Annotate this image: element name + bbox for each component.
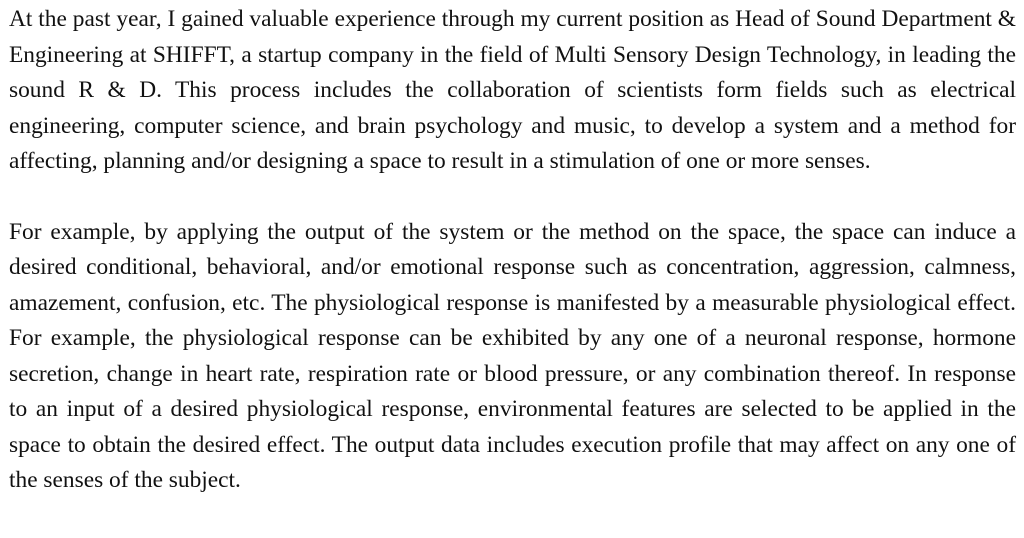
paragraph-experience: At the past year, I gained valuable experience through my current position as Head of Sound Department & Engineering at SHIFFT, a startup company in the field of Multi Sensory Design Technology, in leading the sound R & D. This process includes the collaboration of scientists form fields such as electrical engineering, computer science, and brain psychology and music, to develop a system and a method for affecting, planning and/or designing a space to result in a stimulation of one or more senses. [9,6,1016,174]
document-body [0,2,1024,538]
paragraph-example: For example, by applying the output of the system or the method on the space, the space can induce a desired conditional, behavioral, and/or emotional response such as concentration, aggression, calmness, amazement, confusion, etc. The physiological response is manifested by a measurable physiological effect. For example, the physiological response can be exhibited by any one of a neuronal response, hormone secretion, change in heart rate, respiration rate or blood pressure, or any combination thereof. In response to an input of a desired physiological response, environmental features are selected to be applied in the space to obtain the desired effect. The output data includes execution profile that may affect on any one of the senses of the subject. [9,218,1016,493]
